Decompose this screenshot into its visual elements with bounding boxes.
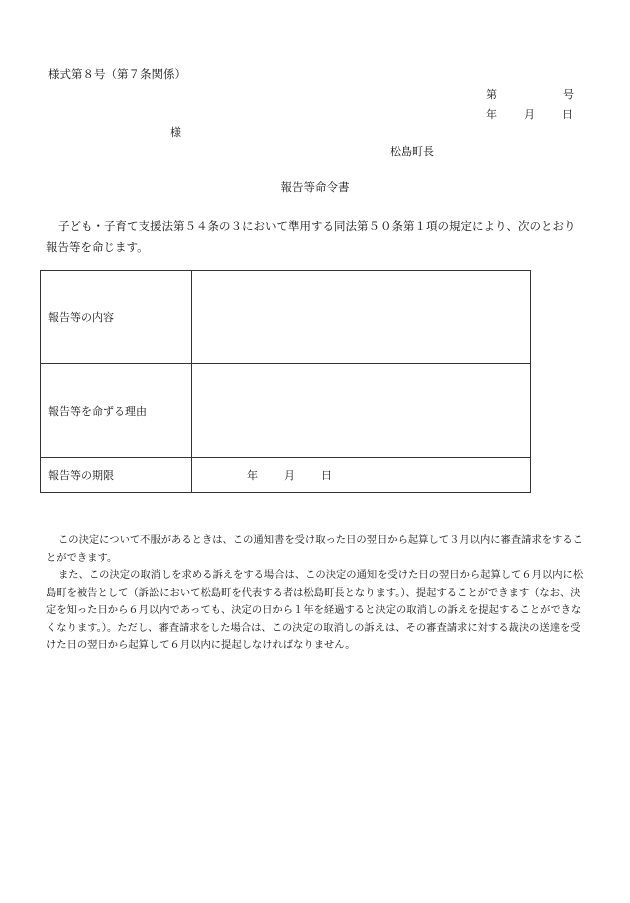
issuer-name: 松島町長 — [390, 145, 434, 158]
report-reason-value — [192, 364, 531, 458]
appeal-notice — [46, 532, 586, 655]
deadline-year-label: 年 — [247, 469, 258, 482]
appeal-notice-paragraph-1: この決定について不服があるときは、この通知書を受け取った日の翌日から起算して３月以内に審査請求をすることができます。 — [46, 534, 583, 564]
issue-day-label: 日 — [562, 108, 573, 121]
document-title: 報告等命令書 — [280, 180, 350, 194]
deadline-month-label: 月 — [284, 469, 295, 482]
table-row — [41, 271, 531, 364]
intro-text: 子ども・子育て支援法第５４条の３において準用する同法第５０条第１項の規定により、次のとおり報告等を命じます。 — [46, 219, 576, 254]
table-row — [41, 458, 531, 493]
report-order-table — [40, 270, 531, 493]
document-number-suffix: 号 — [563, 88, 574, 101]
report-content-label: 報告等の内容 — [41, 271, 192, 364]
issue-month-label: 月 — [524, 108, 535, 121]
document-number-prefix: 第 — [486, 88, 497, 101]
report-reason-label: 報告等を命ずる理由 — [41, 364, 192, 458]
form-number-label: 様式第８号（第７条関係） — [48, 67, 186, 81]
deadline-date — [247, 467, 332, 483]
report-content-value — [192, 271, 531, 364]
report-deadline-label: 報告等の期限 — [41, 458, 192, 493]
addressee-honorific: 様 — [170, 126, 181, 139]
issue-year-label: 年 — [486, 108, 497, 121]
table-row — [41, 364, 531, 458]
deadline-day-label: 日 — [321, 469, 332, 482]
appeal-notice-paragraph-2: また、この決定の取消しを求める訴えをする場合は、この決定の通知を受けた日の翌日から起算して６月以内に松島町を被告として（訴訟において松島町を代表する者は松島町長となります。）、提起することができます（なお、決定を知った日から６月以内であっても、決定の日から１年を経過すると決定の取消しの訴えを提起することができなくなります。）。ただし、審査請求をした場合は、この決定の取消しの訴えは、その審査請求に対する裁決の送達を受けた日の翌日から起算して６月以内に提起しなければなりません。 — [46, 569, 584, 651]
report-deadline-value — [192, 458, 531, 493]
